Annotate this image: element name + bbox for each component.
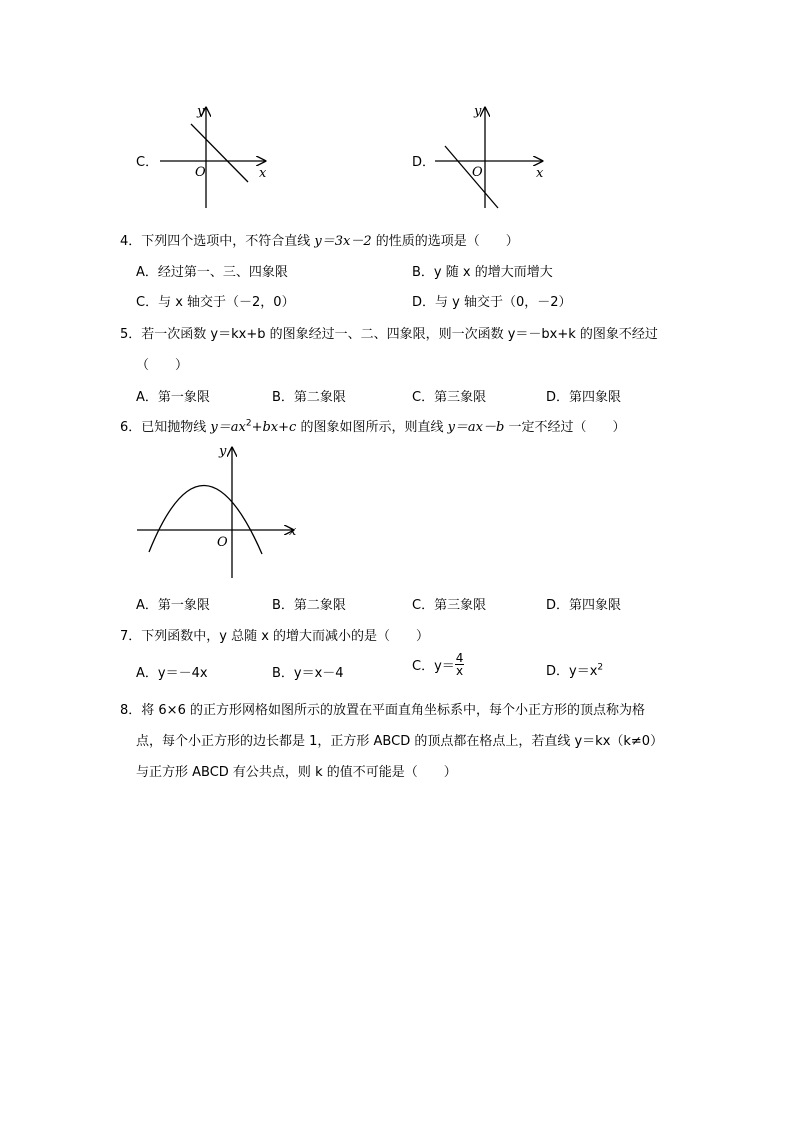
q3-option-c-label: C． — [136, 155, 159, 170]
q6-option-d: D．第四象限 — [546, 598, 622, 613]
parabola-curve — [149, 485, 262, 554]
question-5-stem-line2: （ ） — [136, 358, 189, 373]
q4-option-c: C．与 x 轴交于（－2，0） — [136, 295, 295, 310]
q7-option-a: A．y＝－4x — [136, 666, 208, 681]
question-8-line3: 与正方形 ABCD 有公共点，则 k 的值不可能是（ ） — [136, 765, 457, 780]
q7-option-d: D．$y=x^2$ — [546, 662, 604, 679]
origin-label: O — [472, 165, 483, 180]
y-axis-label: y — [219, 444, 227, 459]
y-axis-label: y — [197, 104, 205, 119]
q3-option-d-label: D． — [412, 155, 436, 170]
question-8-line1: 8．将 6×6 的正方形网格如图所示的放置在平面直角坐标系中，每个小正方形的顶点称为格 — [120, 703, 645, 718]
origin-label: O — [217, 535, 228, 550]
q5-option-c: C．第三象限 — [412, 390, 487, 405]
question-6-stem: 6．已知抛物线 $y=ax^2+bx+c$ 的图象如图所示，则直线 y＝ax－b 一定不经过（ ） — [120, 418, 626, 435]
q5-option-a: A．第一象限 — [136, 390, 210, 405]
x-axis-label: x — [536, 166, 544, 181]
q6-option-c: C．第三象限 — [412, 598, 487, 613]
q7-option-b: B．y＝x－4 — [272, 666, 344, 681]
x-axis-label: x — [289, 524, 297, 539]
x-axis-label: x — [259, 166, 267, 181]
q3-graph-c — [155, 100, 275, 215]
q6-parabola-graph — [135, 442, 305, 582]
q5-option-d: D．第四象限 — [546, 390, 622, 405]
fraction: $\frac{4}{x}$ — [455, 651, 464, 678]
y-axis-label: y — [474, 104, 482, 119]
question-8-line2: 点，每个小正方形的边长都是 1，正方形 ABCD 的顶点都在格点上，若直线 y＝kx（k≠0） — [136, 734, 664, 749]
q5-option-b: B．第二象限 — [272, 390, 346, 405]
question-7-stem: 7．下列函数中，y 总随 x 的增大而减小的是（ ） — [120, 629, 430, 644]
question-5-stem-line1: 5．若一次函数 y＝kx+b 的图象经过一、二、四象限，则一次函数 y＝－bx+k 的图象不经过 — [120, 327, 658, 342]
q3-graph-d — [430, 100, 550, 215]
origin-label: O — [195, 165, 206, 180]
question-4-stem: 4．下列四个选项中，不符合直线 y＝3x－2 的性质的选项是（ ） — [120, 234, 519, 249]
q6-option-a: A．第一象限 — [136, 598, 210, 613]
q4-option-a: A．经过第一、三、四象限 — [136, 265, 288, 280]
q4-option-d: D．与 y 轴交于（0，－2） — [412, 295, 572, 310]
q6-option-b: B．第二象限 — [272, 598, 346, 613]
q7-option-c: C．y＝ $\frac{4}{x}$ — [412, 651, 464, 678]
q4-option-b: B．y 随 x 的增大而增大 — [412, 265, 553, 280]
